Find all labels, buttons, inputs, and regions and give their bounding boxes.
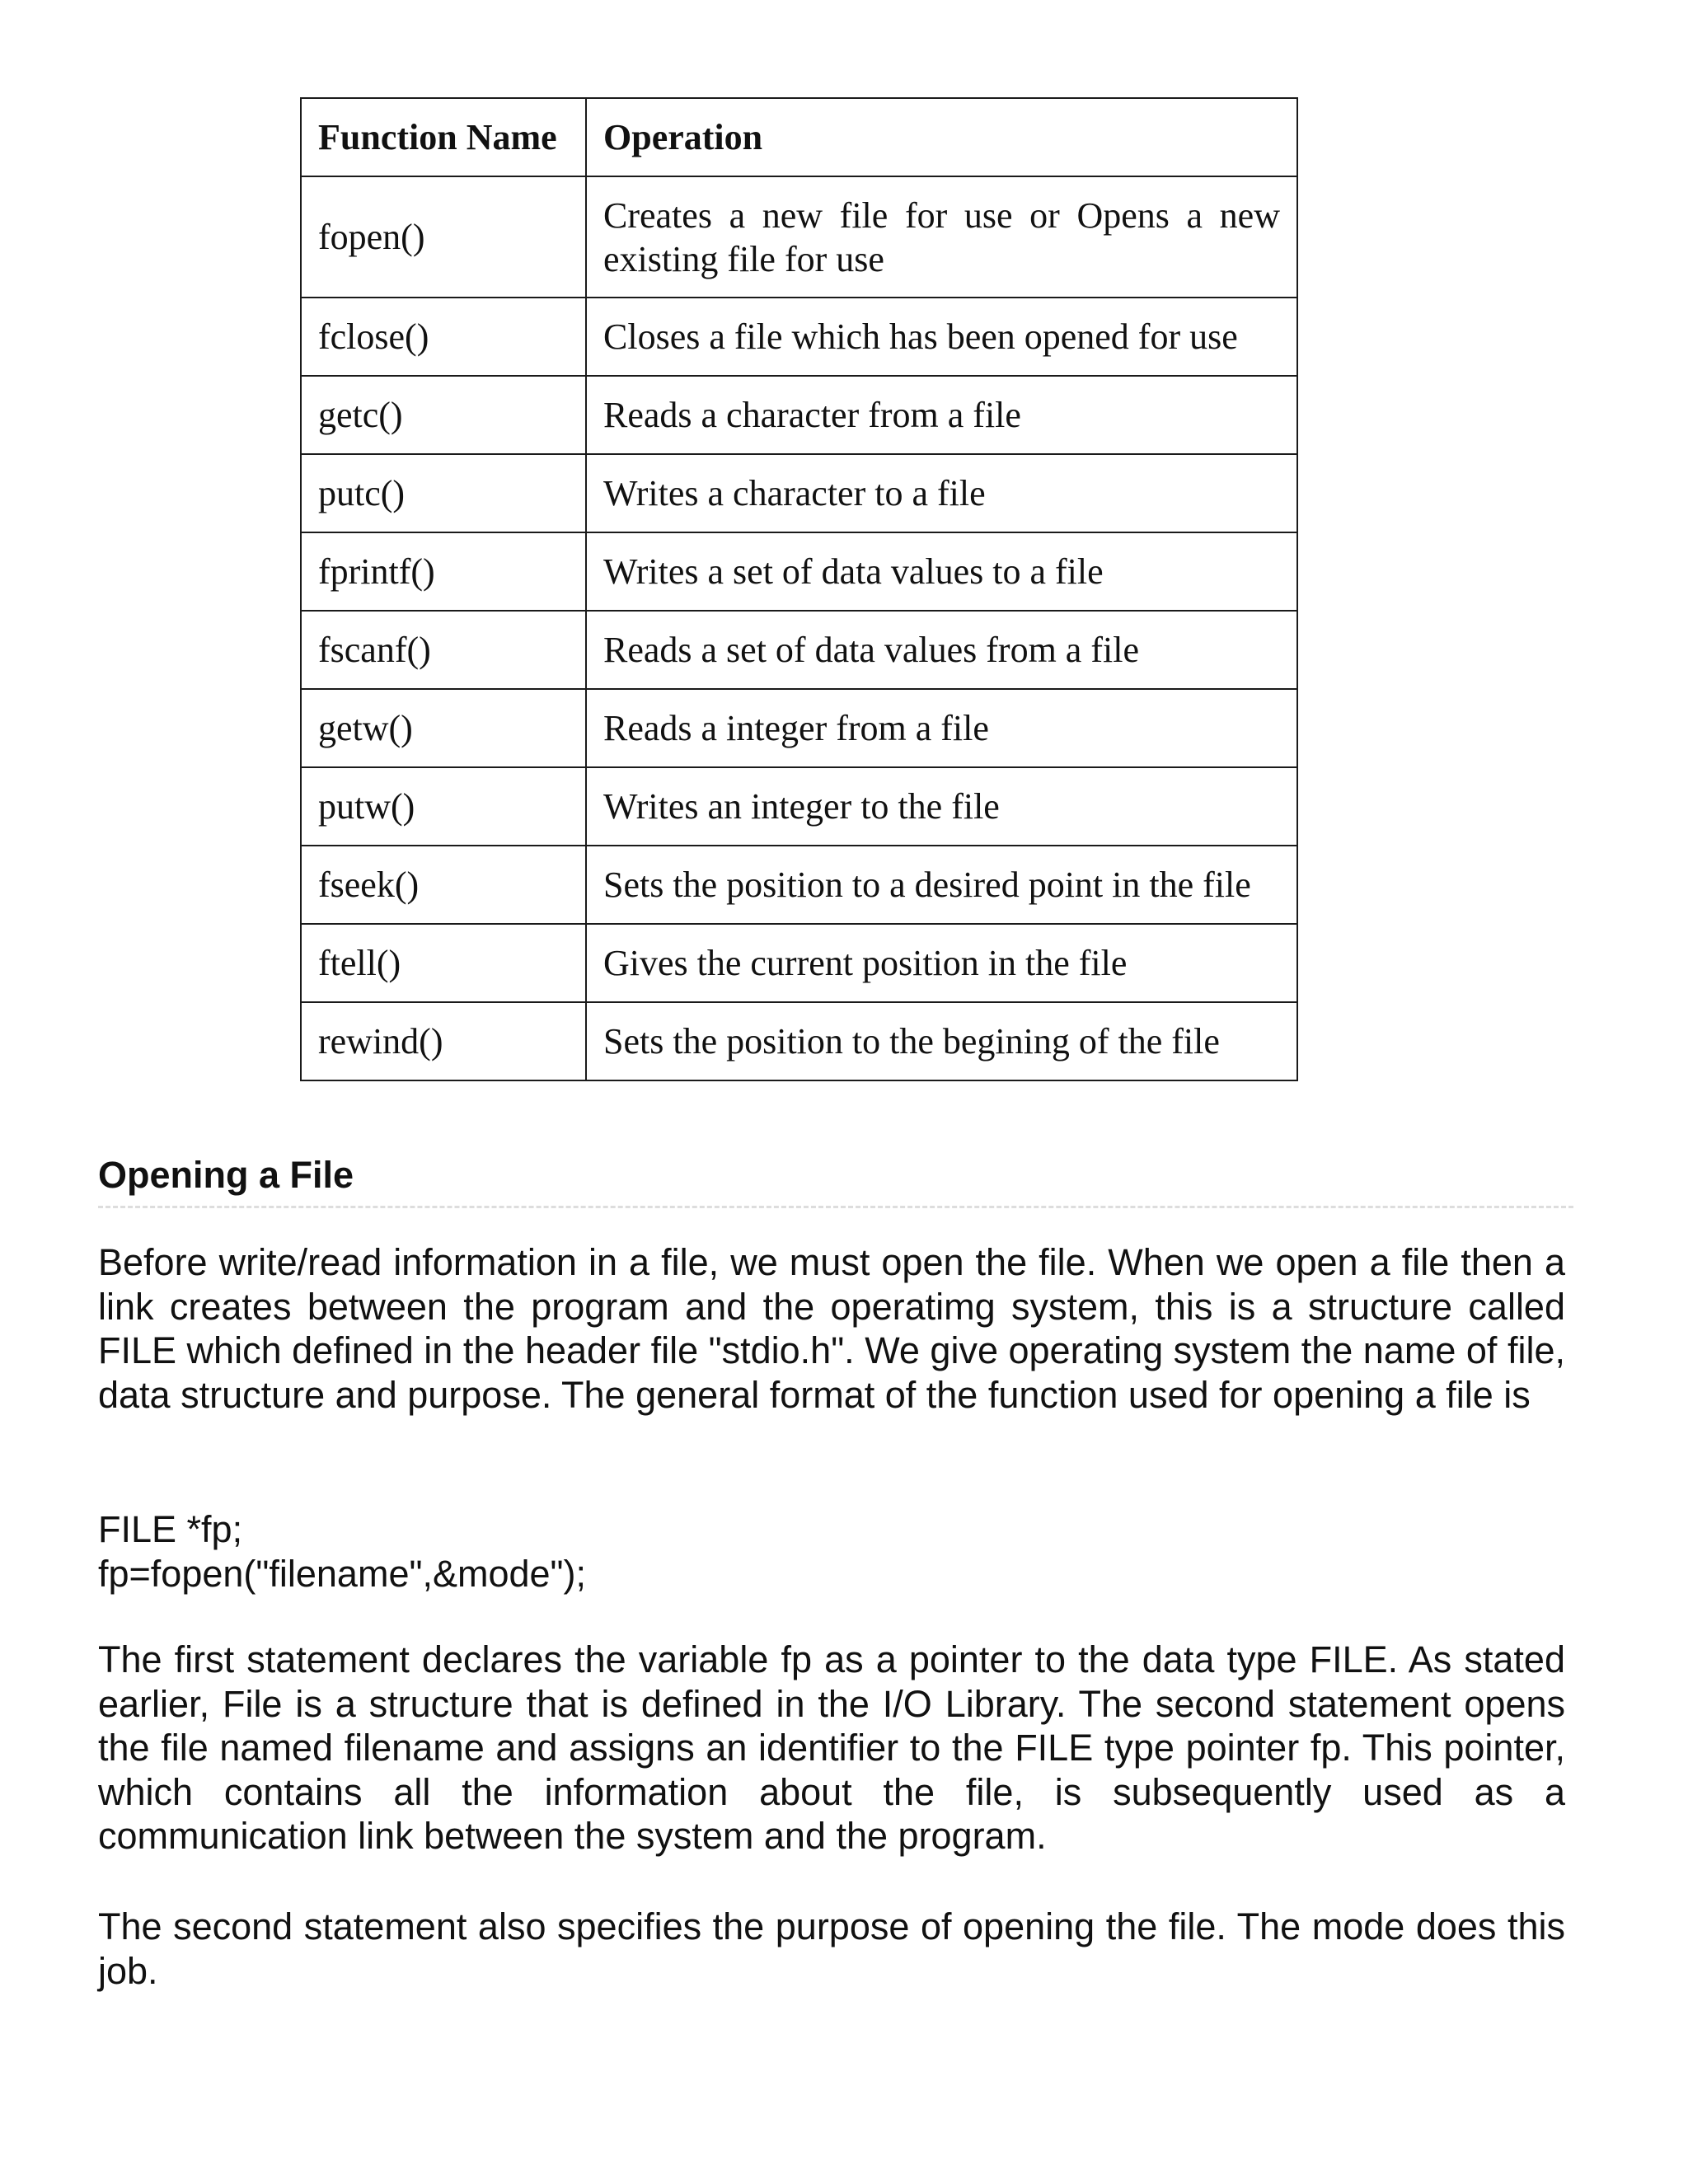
function-name-cell: getw(): [301, 689, 586, 767]
function-name-cell: ftell(): [301, 924, 586, 1002]
function-name-cell: fscanf(): [301, 611, 586, 689]
operation-cell: Reads a integer from a file: [586, 689, 1297, 767]
table-row: [301, 924, 1297, 1002]
table-row: [301, 176, 1297, 298]
operation-cell: Closes a file which has been opened for use: [586, 298, 1297, 376]
function-name-cell: fclose(): [301, 298, 586, 376]
intro-paragraph: Before write/read information in a file, we must open the file. When we open a file then a link creates between the program and the operatimg system, this is a structure called FILE which defined in the header file "stdio.h". We give operating system the name of file, data structure and purpose. The general format of the function used for opening a file is: [98, 1241, 1565, 1416]
function-name-cell: fprintf(): [301, 532, 586, 611]
table-row: [301, 1002, 1297, 1080]
operation-cell: Creates a new file for use or Opens a new existing file for use: [586, 176, 1297, 298]
operation-cell: Writes a set of data values to a file: [586, 532, 1297, 611]
function-name-cell: fopen(): [301, 176, 586, 298]
operation-cell: Reads a set of data values from a file: [586, 611, 1297, 689]
mode-paragraph: The second statement also specifies the purpose of opening the file. The mode does this job.: [98, 1905, 1565, 1992]
operation-cell: Sets the position to a desired point in the file: [586, 846, 1297, 924]
operation-cell: Writes a character to a file: [586, 454, 1297, 532]
header-function-name: Function Name: [301, 98, 586, 176]
table-header-row: [301, 98, 1297, 176]
table-row: [301, 689, 1297, 767]
function-name-cell: rewind(): [301, 1002, 586, 1080]
explanation-paragraph: The first statement declares the variable fp as a pointer to the data type FILE. As stated earlier, File is a structure that is defined in the I/O Library. The second statement opens the file named filename and assigns an identifier to the FILE type pointer fp. This pointer, which contains all the information about the file, is subsequently used as a communication link between the system and the program.: [98, 1638, 1565, 1857]
section-divider: [98, 1206, 1573, 1208]
code-line-declaration: FILE *fp;: [98, 1508, 243, 1550]
table-row: [301, 532, 1297, 611]
operation-cell: Sets the position to the begining of the file: [586, 1002, 1297, 1080]
file-functions-table: [300, 97, 1298, 1081]
section-title: Opening a File: [98, 1154, 354, 1196]
table-row: [301, 454, 1297, 532]
header-operation: Operation: [586, 98, 1297, 176]
function-name-cell: putw(): [301, 767, 586, 846]
table-row: [301, 298, 1297, 376]
operation-cell: Gives the current position in the file: [586, 924, 1297, 1002]
table-row: [301, 376, 1297, 454]
table-row: [301, 846, 1297, 924]
function-name-cell: putc(): [301, 454, 586, 532]
table-row: [301, 611, 1297, 689]
table-row: [301, 767, 1297, 846]
operation-cell: Writes an integer to the file: [586, 767, 1297, 846]
operation-cell: Reads a character from a file: [586, 376, 1297, 454]
function-name-cell: fseek(): [301, 846, 586, 924]
function-name-cell: getc(): [301, 376, 586, 454]
code-line-fopen: fp=fopen("filename",&mode");: [98, 1553, 586, 1595]
